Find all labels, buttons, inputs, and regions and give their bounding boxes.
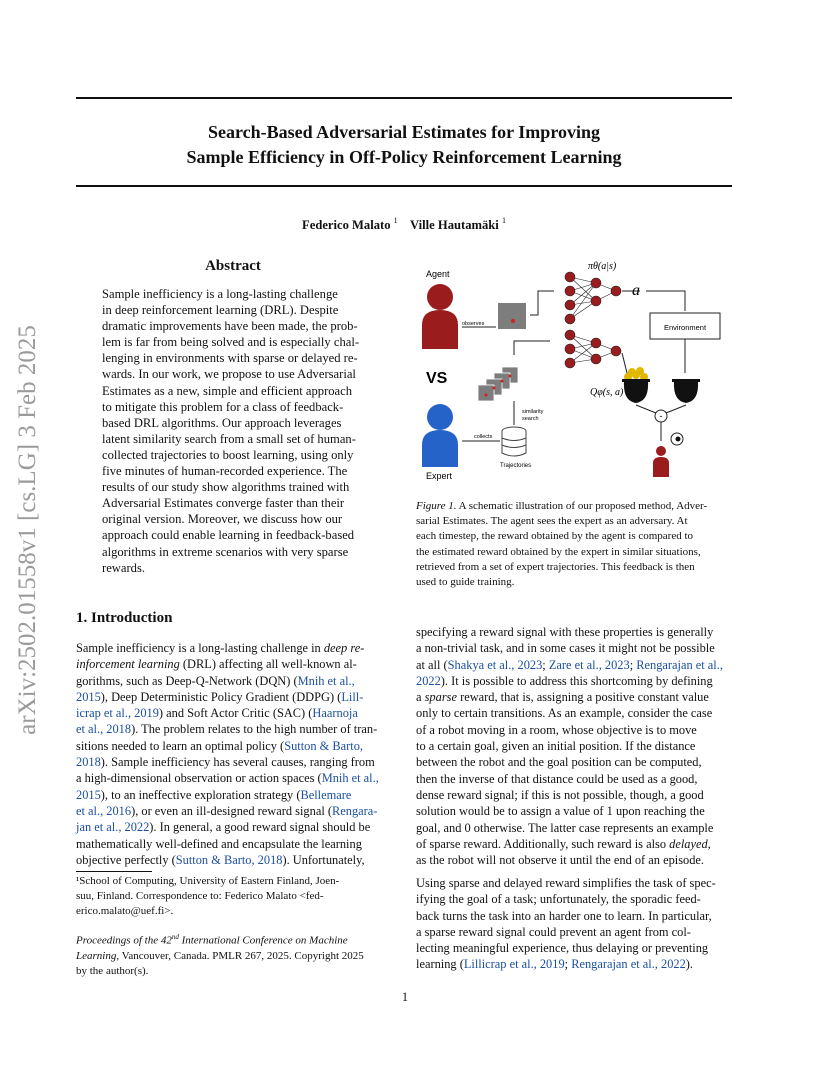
- text-line: [416, 689, 736, 705]
- title-line-2: Sample Efficiency in Off-Policy Reinforcement Learning: [186, 147, 622, 167]
- abstract-line: to mitigate this problem for a class of feedback-: [102, 399, 344, 414]
- citation-link[interactable]: 2015: [76, 787, 101, 802]
- text-span: ;: [542, 657, 549, 672]
- compare-arrow-right: [666, 405, 686, 413]
- text-span: nd: [171, 933, 179, 941]
- minus-label: -: [659, 411, 663, 421]
- text-span: delayed: [669, 836, 708, 851]
- abstract-line: wards. In our work, we propose to use Adversarial: [102, 367, 356, 382]
- figure-1-caption: [416, 499, 736, 590]
- text-line: [416, 722, 736, 738]
- text-span: sitions needed to learn an optimal policy (: [76, 738, 285, 753]
- text-line: [416, 803, 736, 819]
- text-span: a high-dimensional observation or action spaces (: [76, 771, 322, 786]
- text-span: sparse: [424, 690, 457, 705]
- text-span: ).: [685, 957, 694, 972]
- trajectories-label: Trajectories: [500, 463, 532, 469]
- caption-text: retrieved from a set of expert trajectories. This feedback is then: [416, 560, 695, 573]
- text-line: [416, 705, 736, 721]
- citation-link[interactable]: Haarnoja: [312, 706, 358, 721]
- footnote: [76, 874, 396, 919]
- text-span: ) and Soft Actor Critic (SAC) (: [158, 706, 313, 721]
- text-span: ). In general, a good reward signal should be: [149, 820, 371, 835]
- right-column-paragraph-2: [416, 875, 736, 973]
- agent-figure: [422, 284, 458, 349]
- abstract-line: Adversarial Estimates converge faster than their: [102, 496, 345, 511]
- trajectories-database-icon: [502, 427, 526, 456]
- text-span: ,: [707, 836, 711, 851]
- text-span: Proceedings of the 42: [76, 934, 172, 947]
- right-column-paragraph-1: [416, 624, 736, 868]
- caption-line: [416, 514, 736, 529]
- text-line: [416, 673, 736, 689]
- text-span: mathematically well-defined and encapsulate the learning: [76, 836, 362, 851]
- citation-link[interactable]: Rengara-: [332, 803, 378, 818]
- text-span: (DRL) affecting all well-known al-: [179, 657, 357, 672]
- feedback-agent-figure: [653, 446, 669, 477]
- proceedings-line: [76, 930, 396, 949]
- text-line: [76, 754, 400, 770]
- text-span: deep re-: [323, 641, 365, 655]
- author-1: Federico Malato: [302, 218, 391, 232]
- text-span: learning (: [416, 957, 464, 972]
- vs-label: VS: [426, 370, 448, 387]
- env-input-arrow: [646, 291, 685, 311]
- text-line: [416, 771, 736, 787]
- abstract-line: five minutes of human-recorded experience. The: [102, 464, 348, 479]
- text-span: of a robot moving in a room, whose objective is to move: [416, 722, 697, 737]
- citation-link[interactable]: et al., 2016: [76, 803, 132, 818]
- citation-link[interactable]: Lillicrap et al., 2019: [463, 957, 565, 972]
- text-span: between the robot and the goal position can be computed,: [416, 755, 702, 770]
- text-span: ). The problem relates to the high number of tran-: [131, 722, 378, 737]
- q-label: Qφ(s, a): [590, 387, 624, 398]
- caption-line: [416, 499, 736, 514]
- q-network: [565, 330, 621, 368]
- text-line: [76, 721, 400, 737]
- text-span: , Vancouver, Canada. PMLR 267, 2025. Copyright 2025: [116, 949, 364, 962]
- agent-reward-pot-icon: [672, 379, 700, 403]
- text-line: [416, 754, 736, 770]
- citation-link[interactable]: Sutton & Barto, 2018: [175, 852, 283, 867]
- abstract-line: dramatic improvements have been made, the prob-: [102, 319, 358, 334]
- arxiv-stamp: [6, 300, 50, 760]
- text-span: ). Sample inefficiency has several causes, ranging from: [100, 755, 375, 770]
- citation-link[interactable]: Bellemare: [300, 787, 352, 802]
- caption-line: [416, 545, 736, 560]
- top-rule: [76, 97, 732, 99]
- text-line: [416, 956, 736, 972]
- text-span: International Conference on Machine: [178, 934, 348, 947]
- text-span: as the robot will not observe it until the end of an episode.: [416, 853, 705, 868]
- abstract-line: algorithms in extreme scenarios with very sparse: [102, 544, 349, 559]
- q-input-arrow: [514, 341, 550, 355]
- text-span: a sparse reward signal could prevent an agent from col-: [416, 924, 691, 939]
- proceedings-note: [76, 930, 396, 979]
- text-line: [76, 819, 400, 835]
- compare-arrow-left: [636, 405, 656, 413]
- text-span: objective perfectly (: [76, 852, 176, 867]
- text-span: Learning: [76, 949, 117, 962]
- similarity-label-2: search: [522, 416, 539, 422]
- abstract-line: collected trajectories to boost learning, using only: [102, 447, 354, 462]
- text-line: [76, 738, 400, 754]
- text-span: to a certain goal, given an initial position. If the distance: [416, 739, 696, 754]
- text-line: [76, 673, 400, 689]
- text-line: [416, 891, 736, 907]
- author-line: [76, 216, 732, 233]
- text-line: [416, 820, 736, 836]
- citation-link[interactable]: Zare et al., 2023: [548, 657, 630, 672]
- text-span: reward, that is, assigning a positive constant value: [456, 690, 709, 705]
- environment-label: Environment: [663, 323, 707, 332]
- text-line: [416, 836, 736, 852]
- text-span: solution would be to assign a value of 1 upon reaching the: [416, 804, 705, 819]
- text-span: by the author(s).: [76, 964, 149, 977]
- caption-text: the estimated reward obtained by the expert in similar situations,: [416, 545, 701, 558]
- text-span: gorithms, such as Deep-Q-Network (DQN) (: [76, 673, 298, 688]
- citation-link[interactable]: jan et al., 2022: [76, 820, 150, 835]
- text-span: ). It is possible to address this shortcoming by defining: [440, 673, 713, 688]
- abstract-line: latent similarity search from a small set of human-: [102, 431, 356, 446]
- arxiv-id: arXiv:2502.01558v1 [cs.LG] 3 Feb 2025: [14, 325, 41, 735]
- text-line: [76, 770, 400, 786]
- title-bottom-rule: [76, 185, 732, 187]
- abstract-line: Estimates as a new, simple and efficient approach: [102, 383, 353, 398]
- text-line: [416, 908, 736, 924]
- section-heading-introduction: 1. Introduction: [76, 610, 173, 626]
- left-column-text: [76, 640, 400, 868]
- abstract-line: based DRL algorithms. Our approach leverages: [102, 415, 342, 430]
- text-line: [416, 852, 736, 868]
- expert-reward-pot-icon: [622, 367, 650, 403]
- text-line: [416, 787, 736, 803]
- observation-frame: [498, 303, 526, 329]
- citation-link[interactable]: Mnih et al.,: [297, 673, 355, 688]
- page-number: 1: [401, 990, 409, 1004]
- citation-link[interactable]: 2022: [416, 673, 441, 688]
- text-span: goal, and 0 otherwise. The latter case represents an example: [416, 820, 714, 835]
- abstract-line: lem is far from being solved and is especially chal-: [102, 335, 360, 350]
- text-line: [416, 657, 736, 673]
- text-span: specifying a reward signal with these properties is generally: [416, 625, 714, 639]
- text-span: ), Deep Deterministic Policy Gradient (DDPG) (: [100, 689, 342, 704]
- footnote-line: suu, Finland. Correspondence to: Federico Malato <fed-: [76, 890, 324, 902]
- collects-label: collects: [474, 434, 493, 440]
- text-span: a: [416, 690, 425, 705]
- expert-label: Expert: [426, 471, 453, 481]
- agent-label: Agent: [426, 269, 450, 279]
- text-line: [76, 852, 400, 868]
- text-span: ), to an ineffective exploration strategy (: [100, 787, 301, 802]
- caption-line: [416, 575, 736, 590]
- caption-prefix: Figure 1.: [416, 500, 457, 512]
- text-span: Sample inefficiency is a long-lasting challenge in: [76, 641, 324, 655]
- abstract-line: approach could enable learning in feedback-based: [102, 528, 355, 543]
- citation-link[interactable]: 2018: [76, 755, 101, 770]
- text-span: then the inverse of that distance could be used as a good,: [416, 771, 698, 786]
- abstract-body: [102, 286, 368, 576]
- caption-text: each timestep, the reward obtained by the agent is compared to: [416, 530, 694, 543]
- text-line: [76, 640, 400, 656]
- abstract-line: original version. Moreover, we discuss how our: [102, 512, 343, 527]
- text-line: [416, 738, 736, 754]
- footnote-rule: [76, 871, 152, 872]
- text-line: [416, 940, 736, 956]
- text-line: [76, 689, 400, 705]
- caption-text: used to guide training.: [416, 576, 515, 589]
- policy-label: πθ(a|s): [588, 261, 617, 272]
- footnote-line: ¹School of Computing, University of Eastern Finland, Joen-: [76, 875, 340, 887]
- text-span: Using sparse and delayed reward simplifies the task of spec-: [416, 876, 716, 890]
- caption-text: A schematic illustration of our proposed method, Adver-: [456, 500, 708, 512]
- text-span: of sparse reward. Additionally, such reward is also: [416, 836, 670, 851]
- caption-text: sarial Estimates. The agent sees the expert as an adversary. At: [416, 515, 688, 528]
- text-span: ). Unfortunately,: [282, 852, 365, 867]
- abstract-line: results of our study show algorithms trained with: [102, 480, 350, 495]
- abstract-line: Sample inefficiency is a long-lasting challenge: [102, 287, 338, 301]
- citation-link[interactable]: Shakya et al., 2023: [447, 657, 543, 672]
- text-line: [416, 640, 736, 656]
- text-line: [416, 624, 736, 640]
- footnote-line: erico.malato@uef.fi>.: [76, 905, 174, 917]
- text-span: ;: [564, 957, 572, 972]
- text-span: a non-trivial task, and in some cases it might not be possible: [416, 641, 715, 656]
- abstract-heading: Abstract: [205, 258, 261, 274]
- citation-link[interactable]: Lill-: [341, 689, 364, 704]
- citation-link[interactable]: 2015: [76, 689, 101, 704]
- action-label: a: [632, 282, 640, 299]
- text-span: at all (: [416, 657, 448, 672]
- text-span: ), or even an ill-designed reward signal (: [131, 803, 332, 818]
- caption-line: [416, 529, 736, 544]
- retrieved-frames: [478, 367, 518, 401]
- title-line-1: Search-Based Adversarial Estimates for Improving: [208, 122, 600, 142]
- text-span: inforcement learning: [76, 657, 180, 672]
- text-span: back turns the task into an harder one to learn. In particular,: [416, 908, 712, 923]
- caption-line: [416, 560, 736, 575]
- citation-link[interactable]: icrap et al., 2019: [76, 706, 159, 721]
- paper-title: [76, 120, 732, 170]
- proceedings-line: [76, 949, 396, 964]
- citation-link[interactable]: Sutton & Barto,: [284, 738, 364, 753]
- text-span: lecting meaningful experience, thus delaying or preventing: [416, 941, 709, 956]
- text-line: [76, 787, 400, 803]
- text-span: ifying the goal of a task; unfortunately, the sporadic feed-: [416, 892, 701, 907]
- text-span: only to certain transitions. As an example, consider the case: [416, 706, 713, 721]
- text-line: [76, 656, 400, 672]
- citation-link[interactable]: Rengarajan et al.,: [636, 657, 723, 672]
- figure-1: [410, 255, 734, 487]
- text-span: ;: [629, 657, 637, 672]
- text-line: [76, 836, 400, 852]
- citation-link[interactable]: et al., 2018: [76, 722, 132, 737]
- observes-label: observes: [462, 321, 485, 327]
- author-1-affiliation: 1: [393, 216, 398, 225]
- abstract-line: rewards.: [102, 560, 146, 575]
- author-2: Ville Hautamäki: [410, 218, 499, 232]
- similarity-label-1: similarity: [522, 409, 544, 415]
- policy-network: [565, 272, 621, 324]
- text-span: dense reward signal; if this is not possible, though, a good: [416, 787, 704, 802]
- abstract-line: in deep reinforcement learning (DRL). Despite: [102, 303, 339, 318]
- text-line: [416, 924, 736, 940]
- proceedings-line: [76, 964, 396, 979]
- abstract-line: lenging in environments with sparse or delayed re-: [102, 351, 358, 366]
- citation-link[interactable]: Rengarajan et al., 2022: [571, 957, 686, 972]
- thought-bubble-icon: [671, 433, 683, 445]
- text-line: [416, 875, 736, 891]
- text-line: [76, 803, 400, 819]
- expert-figure: [422, 404, 458, 467]
- citation-link[interactable]: Mnih et al.,: [321, 771, 379, 786]
- policy-input-arrow: [530, 291, 554, 315]
- text-line: [76, 705, 400, 721]
- author-2-affiliation: 1: [501, 216, 506, 225]
